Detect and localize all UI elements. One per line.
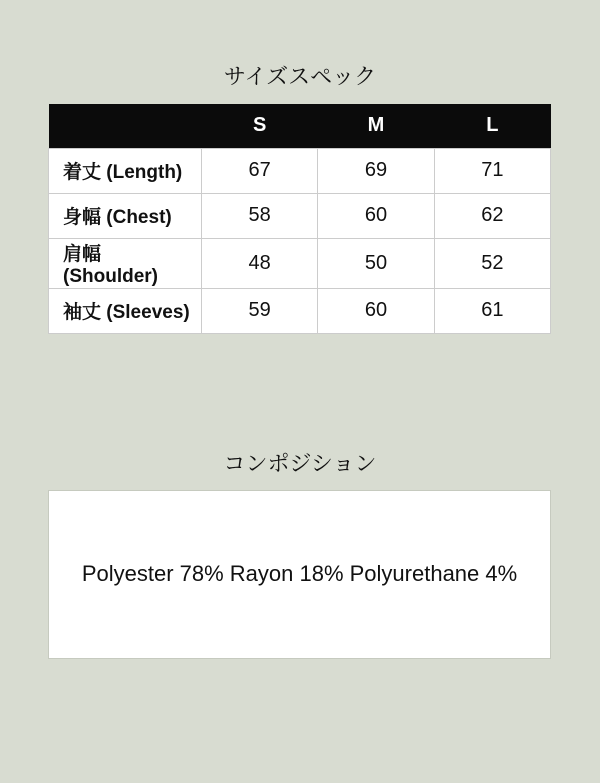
size-column-header-l: L [434, 104, 550, 148]
composition-title: コンポジション [223, 450, 377, 476]
composition-box [48, 490, 551, 659]
measurement-value: 67 [202, 148, 318, 193]
size-column-header-m: M [318, 104, 434, 148]
measurement-value: 61 [434, 288, 550, 333]
measurement-value: 71 [434, 148, 550, 193]
measurement-value: 52 [434, 238, 550, 288]
measurement-value: 60 [318, 288, 434, 333]
measurement-label-chest: 身幅 (Chest) [49, 193, 202, 238]
measurement-value: 69 [318, 148, 434, 193]
size-spec-table [48, 104, 551, 334]
table-row-length [49, 148, 551, 193]
product-spec-page [0, 63, 600, 659]
measurement-value: 50 [318, 238, 434, 288]
measurement-value: 58 [202, 193, 318, 238]
size-table-corner-cell [49, 104, 202, 148]
measurement-label-sleeves: 袖丈 (Sleeves) [49, 288, 202, 333]
measurement-label-shoulder: 肩幅 (Shoulder) [49, 238, 202, 288]
measurement-value: 62 [434, 193, 550, 238]
table-row-shoulder [49, 238, 551, 288]
table-row-chest [49, 193, 551, 238]
size-spec-title: サイズスペック [223, 64, 377, 89]
measurement-value: 60 [318, 193, 434, 238]
size-column-header-s: S [202, 104, 318, 148]
table-row-sleeves [49, 288, 551, 333]
measurement-label-length: 着丈 (Length) [49, 148, 202, 193]
measurement-value: 59 [202, 288, 318, 333]
size-table-header-row [49, 104, 551, 148]
composition-text: Polyester 78% Rayon 18% Polyurethane 4% [81, 561, 518, 586]
measurement-value: 48 [202, 238, 318, 288]
